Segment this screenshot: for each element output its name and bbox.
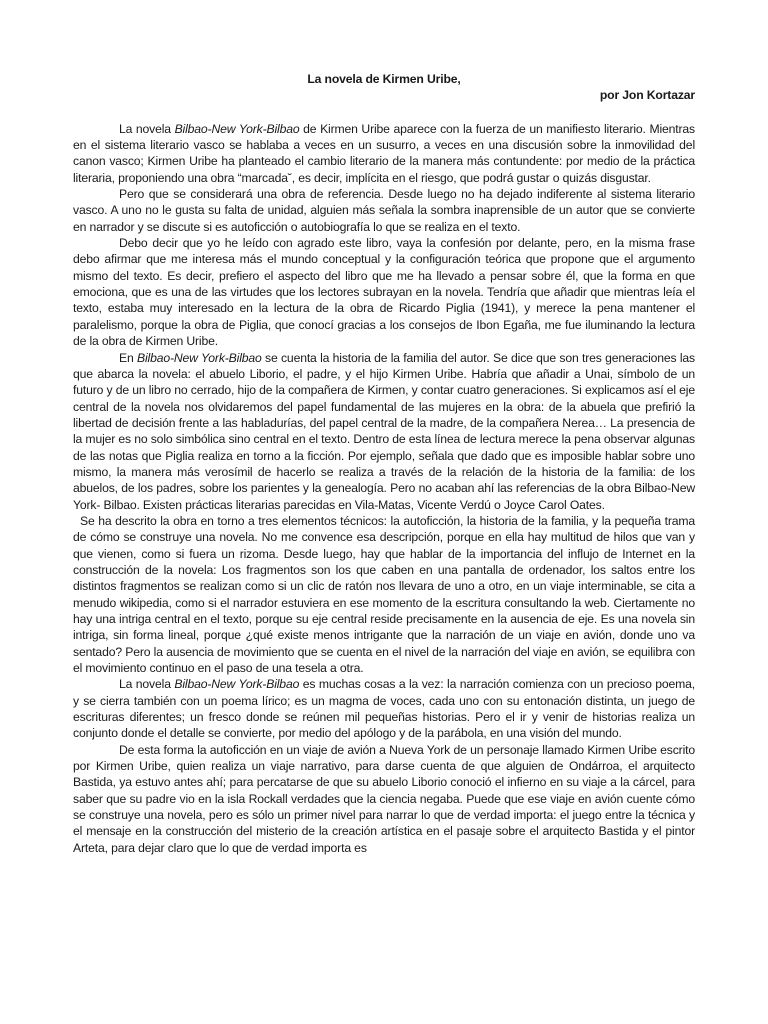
paragraph-4 [73,350,695,513]
paragraph-5-text: Se ha descrito la obra en torno a tres elementos técnicos: la autoficción, la historia de la familia, y la pequeña trama de cómo se construye una novela. No me convence esa descripción, porque en ella hay multitud de hilos que van y que vienen, como si fuera un rizoma. Desde luego, hay que hablar de la importancia del influjo de Internet en la construcción de la novela: Los fragmentos son los que caben en una pantalla de ordenador, los saltos entre los distintos fragmentos se realizan como si un clic de ratón nos llevara de uno a otro, en un viaje interminable, se cita a menudo wikipedia, como si el narrador estuviera en ese momento de la escritura consultando la web. Ciertamente no hay una intriga central en el texto, porque su eje central reside precisamente en la ausencia de eje. Es una novela sin intriga, sin forma lineal, porque ¿qué existe menos intrigante que la narración de un viaje en avión, donde uno va sentado? Pero la ausencia de movimiento que se cuenta en el nivel de la narración del viaje en avión, se equilibra con el movimiento continuo en el paso de una tesela a otra. [73,513,695,676]
paragraph-1-after: de Kirmen Uribe aparece con la fuerza de un manifiesto literario. Mientras en el sistema literario vasco se hablaba a veces en un susurro, a veces en una discusión sobre la inmovilidad del canon vasco; Kirmen Uribe ha planteado el cambio literario de la manera más contundente: por medio de la práctica literaria, proponiendo una obra “marcada˘, es decir, implícita en el riesgo, que podrá gustar o quizás disgustar. [73,121,695,185]
paragraph-6-before: La novela [119,677,175,692]
paragraph-1-book-title: Bilbao-New York-Bilbao [174,121,300,136]
paragraph-2 [73,186,695,235]
paragraph-6 [73,676,695,741]
paragraph-2-text: Pero que se considerará una obra de referencia. Desde luego no ha dejado indiferente al sistema literario vasco. A uno no le gusta su falta de unidad, alguien más señala la sombra inaprensible de un autor que se convierte en narrador y se discute si es autoficción o autobiografía lo que se realiza en el texto. [73,187,695,234]
document-author: por Jon Kortazar [599,88,695,103]
paragraph-3-text: Debo decir que yo he leído con agrado este libro, vaya la confesión por delante, pero, en la misma frase debo afirmar que me interesa más el mundo conceptual y la configuración teórica que propone que el argumento mismo del texto. Es decir, prefiero el aspecto del libro que me ha llevado a pensar sobre él, que la forma en que emociona, que es una de las virtudes que los lectores subrayan en la novela. Tendría que añadir que mientras leía el texto, estaba muy interesado en la lectura de la obra de Ricardo Piglia (1941), y merece la pena mantener el paralelismo, porque la obra de Piglia, que conocí gracias a los consejos de Ibon Egaña, me fue iluminando la lectura de la obra de Kirmen Uribe. [73,236,695,349]
paragraph-1 [73,121,695,186]
paragraph-6-after: es muchas cosas a la vez: la narración comienza con un precioso poema, y se cierra también con un poema lírico; es un magma de voces, cada uno con su entonación distinta, un juego de escrituras diferentes; un fresco donde se reúnen mil pequeñas historias. Pero el ir y venir de historias realiza un conjunto donde el detalle se convierte, por medio del apólogo y de la parábola, en una visión del mundo. [73,677,695,741]
paragraph-4-after: se cuenta la historia de la familia del autor. Se dice que son tres generaciones las que abarca la novela: el abuelo Liborio, el padre, y el hijo Kirmen Uribe. Habría que añadir a Unai, símbolo de un futuro y de un libro no cerrado, hijo de la compañera de Kirmen, y contar cuatro generaciones. Si explicamos así el eje central de la novela nos olvidaremos del papel fundamental de las mujeres en la obra: de la abuela que prefirió la libertad de decisión frente a las habladurías, del papel central de la madre, de la compañera Nerea… La presencia de la mujer es no solo simbólica sino central en el texto. Dentro de esta línea de lectura merece la pena observar algunas de las notas que Piglia realiza en torno a la ficción. Por ejemplo, señala que dado que es imposible hablar sobre uno mismo, la manera más verosímil de hacerlo se realiza a través de la relación de la historia de la familia: de los abuelos, de los padres, sobre los parientes y la genealogía. Pero no acaban ahí las referencias de la obra Bilbao-New York- Bilbao. Existen prácticas literarias parecidas en Vila-Matas, Vicente Verdú o Joyce Carol Oates. [73,350,695,512]
paragraph-5 [73,513,695,676]
paragraph-4-book-title: Bilbao-New York-Bilbao [137,350,262,365]
paragraph-7-text: De esta forma la autoficción en un viaje de avión a Nueva York de un personaje llamado Kirmen Uribe escrito por Kirmen Uribe, quien realiza un viaje narrativo, para darse cuenta de que alguien de Ondárroa, el arquitecto Bastida, ya estuvo antes ahí; para percatarse de que su abuelo Liborio conoció el infierno en su viaje a la cárcel, para saber que su padre vio en la isla Rockall verdades que la ciencia negaba. Puede que ese viaje en avión cuente cómo se construye una novela, pero es sólo un primer nivel para narrar lo que de verdad importa: el juego entre la técnica y el mensaje en la construcción del misterio de la creación artística en el pasaje sobre el arquitecto Bastida y el pintor Arteta, para dejar claro que lo que de verdad importa es [73,742,695,855]
paragraph-1-before: La novela [119,121,175,136]
paragraph-7 [73,742,695,856]
paragraph-3 [73,235,695,349]
paragraph-6-book-title: Bilbao-New York-Bilbao [174,677,300,692]
document-page [73,71,695,856]
paragraph-4-before: En [119,350,137,365]
document-title: La novela de Kirmen Uribe, [307,72,461,86]
